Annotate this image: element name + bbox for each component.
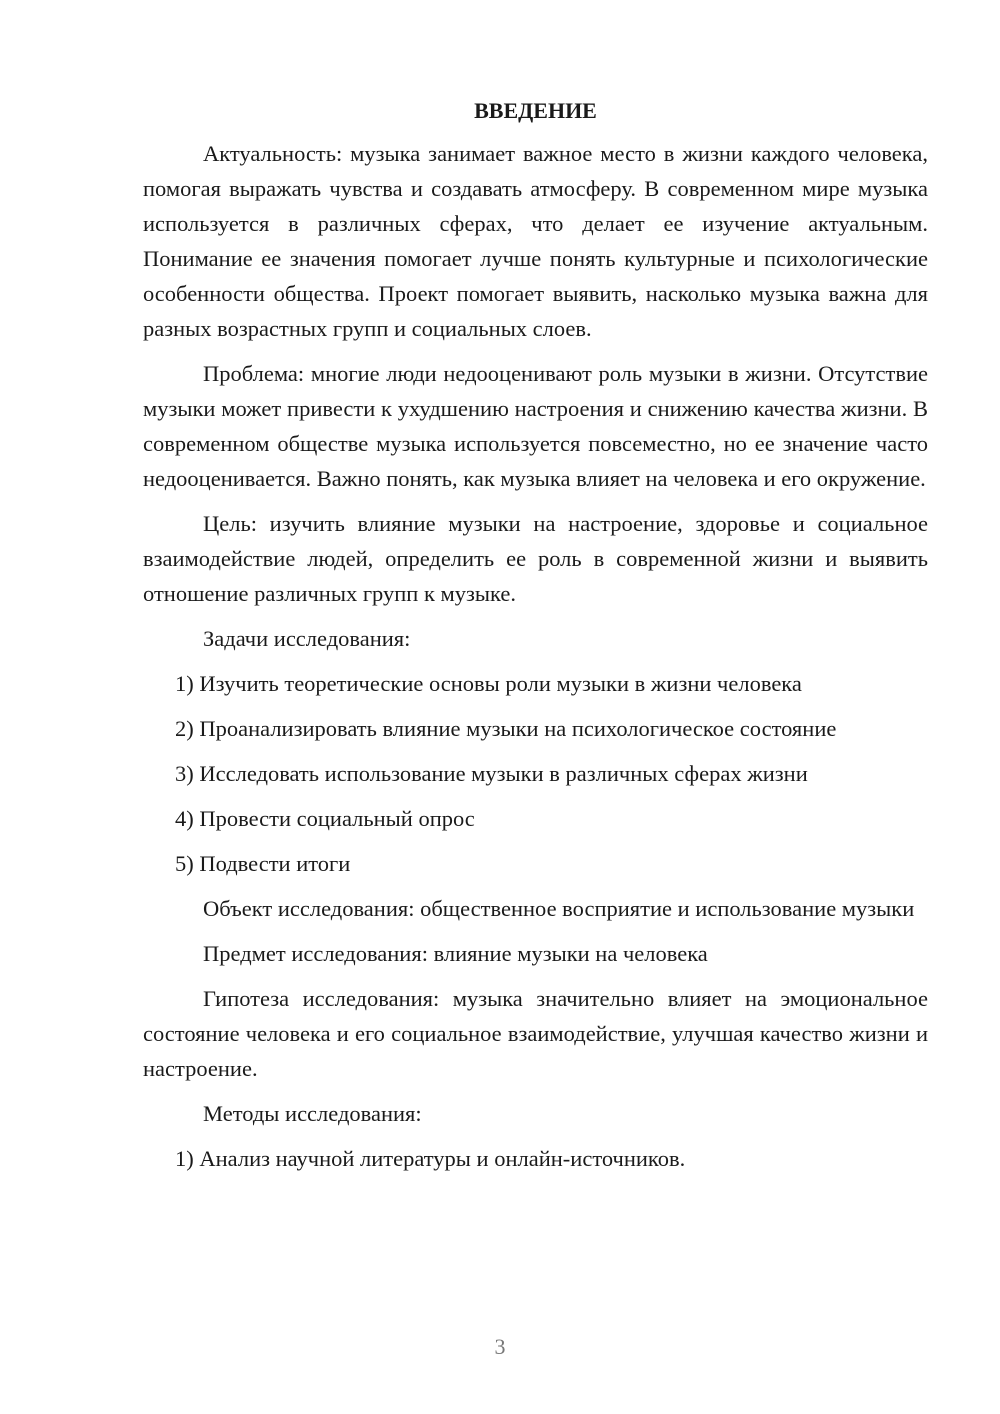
- relevance-paragraph: Актуальность: музыка занимает важное место в жизни каждого человека, помогая выражать чувства и создавать атмосферу. В современном мире музыка используется в различных сферах, что делает ее изучение актуальным. Понимание ее значения помогает лучше понять культурные и психологические особенности общества. Проект помогает выявить, насколько музыка важна для разных возрастных групп и социальных слоев.: [143, 141, 928, 341]
- object-paragraph: Объект исследования: общественное восприятие и использование музыки: [203, 896, 915, 921]
- goal-paragraph: Цель: изучить влияние музыки на настроение, здоровье и социальное взаимодействие людей, определить ее роль в современной жизни и выявить отношение различных групп к музыке.: [143, 511, 928, 606]
- methods-list: [143, 1141, 928, 1176]
- tasks-label: Задачи исследования:: [203, 626, 411, 651]
- list-item: 5) Подвести итоги: [175, 851, 351, 876]
- list-item: 4) Провести социальный опрос: [175, 806, 475, 831]
- list-item: 1) Анализ научной литературы и онлайн-источников.: [175, 1146, 686, 1171]
- section-heading: ВВЕДЕНИЕ: [474, 98, 597, 123]
- problem-paragraph: Проблема: многие люди недооценивают роль музыки в жизни. Отсутствие музыки может привести к ухудшению настроения и снижению качества жизни. В современном обществе музыка используется повсеместно, но ее значение часто недооценивается. Важно понять, как музыка влияет на человека и его окружение.: [143, 361, 928, 491]
- subject-paragraph: Предмет исследования: влияние музыки на человека: [203, 941, 708, 966]
- list-item: 2) Проанализировать влияние музыки на психологическое состояние: [175, 716, 837, 741]
- methods-label: Методы исследования:: [203, 1101, 422, 1126]
- hypothesis-paragraph: Гипотеза исследования: музыка значительно влияет на эмоциональное состояние человека и его социальное взаимодействие, улучшая качество жизни и настроение.: [143, 986, 928, 1081]
- tasks-list: [143, 666, 928, 881]
- list-item: 3) Исследовать использование музыки в различных сферах жизни: [175, 761, 808, 786]
- document-page: [143, 96, 928, 1186]
- list-item: 1) Изучить теоретические основы роли музыки в жизни человека: [175, 671, 802, 696]
- page-number: 3: [494, 1334, 506, 1359]
